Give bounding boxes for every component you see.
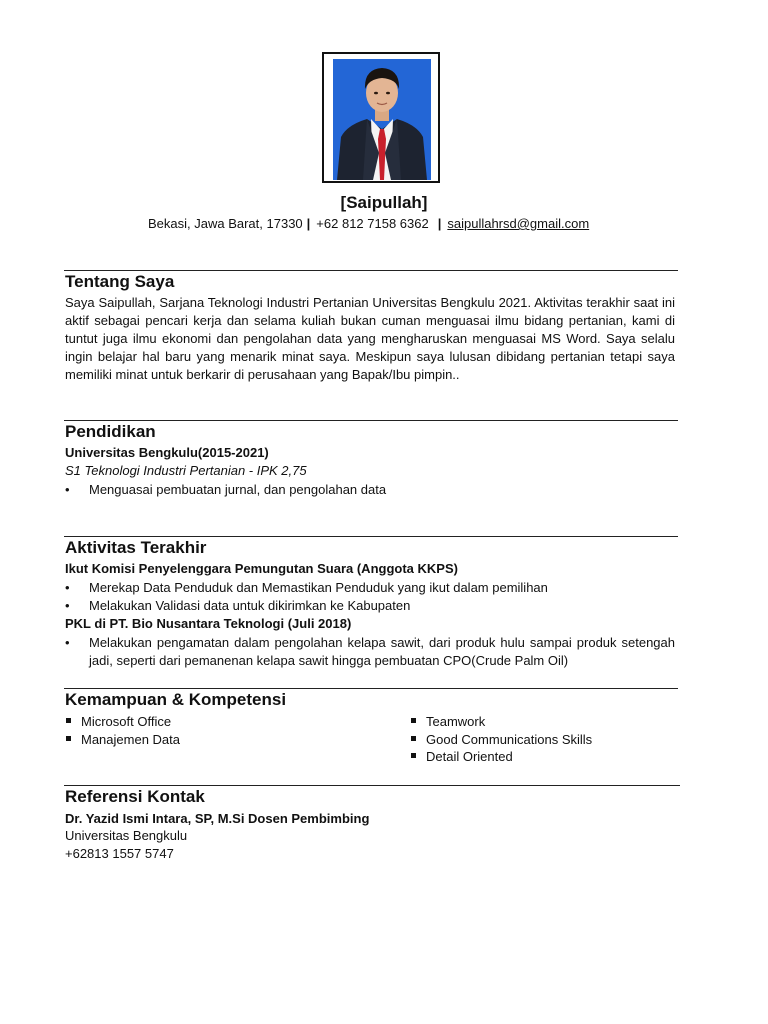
square-bullet-icon — [411, 718, 416, 723]
reference-organization: Universitas Bengkulu — [65, 828, 188, 843]
section-divider — [64, 785, 680, 786]
section-heading-activities: Aktivitas Terakhir — [65, 538, 207, 557]
about-text: Saya Saipullah, Sarjana Teknologi Industri Pertanian Universitas Bengkulu 2021. Aktivitas terakhir saat ini aktif sebagai pencari kerja dan selama kuliah bukan cuman menguasai ilmu bidang pertanian, kami di tuntut juga ilmu ekonomi dan pengolahan data yang mengharuskan menguasai MS Word. Saya selalu ingin belajar hal baru yang menarik minat saya. Meskipun saya lulusan dibidang pertanian tetapi saya memiliki minat untuk berkarir di perusahaan yang Bapak/Ibu pimpin.. — [65, 295, 675, 382]
candidate-name: [Saipullah] — [340, 193, 428, 212]
bullet-icon: • — [65, 580, 70, 595]
square-bullet-icon — [411, 753, 416, 758]
activity-title: PKL di PT. Bio Nusantara Teknologi (Juli 2018) — [65, 616, 352, 631]
contact-line — [148, 216, 589, 231]
resume-page: [Saipullah] Bekasi, Jawa Barat, 17330 | +62 812 7158 6362 | saipullahrsd@gmail.com Tentang Saya Saya Saipullah, Sarjana Teknologi Industri Pertanian Universitas Bengkulu 2021. Aktivitas terakhir saat ini aktif sebagai pencari kerja dan selama kuliah bukan cuman menguasai ilmu bidang pertanian, kami di tuntut juga ilmu ekonomi dan pengolahan data yang mengharuskan menguasai MS Word. Saya selalu ingin belajar hal baru yang menarik minat saya. Meskipun saya lulusan dibidang pertanian tetapi saya memiliki minat untuk berkarir di perusahaan yang Bapak/Ibu pimpin.. Pendidikan Universitas Bengkulu(2015-2021) S1 Teknologi Industri Pertanian - IPK 2,75 • Menguasai pembuatan jurnal, dan pengolahan data Aktivitas Terakhir Ikut Komisi Penyelenggara Pemungutan Suara (Anggota KKPS) • Merekap Data Penduduk dan Memastikan Penduduk yang ikut dalam pemilihan • Melakukan Validasi data untuk dikirimkan ke Kabupaten PKL di PT. Bio Nusantara Teknologi (Juli 2018) • Melakukan pengamatan dalam pengolahan kelapa sawit, dari produk hulu sampai produk setengah jadi, seperti dari pemanenan kelapa sawit hingga pembuatan CPO(Crude Palm Oil) Kemampuan & Kompetensi Microsoft Office Manajemen Data Teamwork Good Communications Skills Detail Oriented Referensi Kontak Dr. Yazid Ismi Intara, SP, M.Si Dosen Pembimbing Universitas Bengkulu +62813 1557 5747 — [0, 0, 768, 1024]
profile-photo-frame — [322, 52, 440, 183]
bullet-icon: • — [65, 598, 70, 613]
square-bullet-icon — [66, 736, 71, 741]
phone: +62 812 7158 6362 — [316, 216, 429, 231]
address: Bekasi, Jawa Barat, 17330 — [148, 216, 303, 231]
section-heading-skills: Kemampuan & Kompetensi — [65, 690, 287, 709]
bullet-icon: • — [65, 635, 70, 650]
skill-item: Teamwork — [411, 713, 485, 731]
skill-item: Good Communications Skills — [411, 731, 592, 749]
section-heading-about: Tentang Saya — [65, 272, 175, 291]
email-link[interactable]: saipullahrsd@gmail.com — [447, 216, 590, 231]
activity-title: Ikut Komisi Penyelenggara Pemungutan Suara (Anggota KKPS) — [65, 561, 458, 576]
person-portrait-icon — [333, 59, 431, 180]
section-heading-reference: Referensi Kontak — [65, 787, 205, 806]
bullet-icon: • — [65, 482, 70, 497]
skill-item: Microsoft Office — [66, 713, 171, 731]
skill-item: Detail Oriented — [411, 748, 513, 766]
separator: | — [306, 216, 311, 231]
reference-phone: +62813 1557 5747 — [65, 846, 174, 861]
section-divider — [64, 270, 678, 271]
section-divider — [64, 420, 678, 421]
list-item: Melakukan pengamatan dalam pengolahan kelapa sawit, dari produk hulu sampai produk setengah jadi, seperti dari pemanenan kelapa sawit hingga pembuatan CPO(Crude Palm Oil) — [89, 635, 675, 668]
square-bullet-icon — [411, 736, 416, 741]
square-bullet-icon — [66, 718, 71, 723]
skill-item: Manajemen Data — [66, 731, 180, 749]
profile-photo — [333, 59, 431, 180]
separator: | — [437, 216, 442, 231]
section-divider — [64, 688, 678, 689]
education-degree: S1 Teknologi Industri Pertanian - IPK 2,75 — [65, 463, 307, 478]
education-school: Universitas Bengkulu(2015-2021) — [65, 445, 269, 460]
section-divider — [64, 536, 678, 537]
reference-name: Dr. Yazid Ismi Intara, SP, M.Si Dosen Pembimbing — [65, 811, 370, 826]
section-heading-education: Pendidikan — [65, 422, 156, 441]
